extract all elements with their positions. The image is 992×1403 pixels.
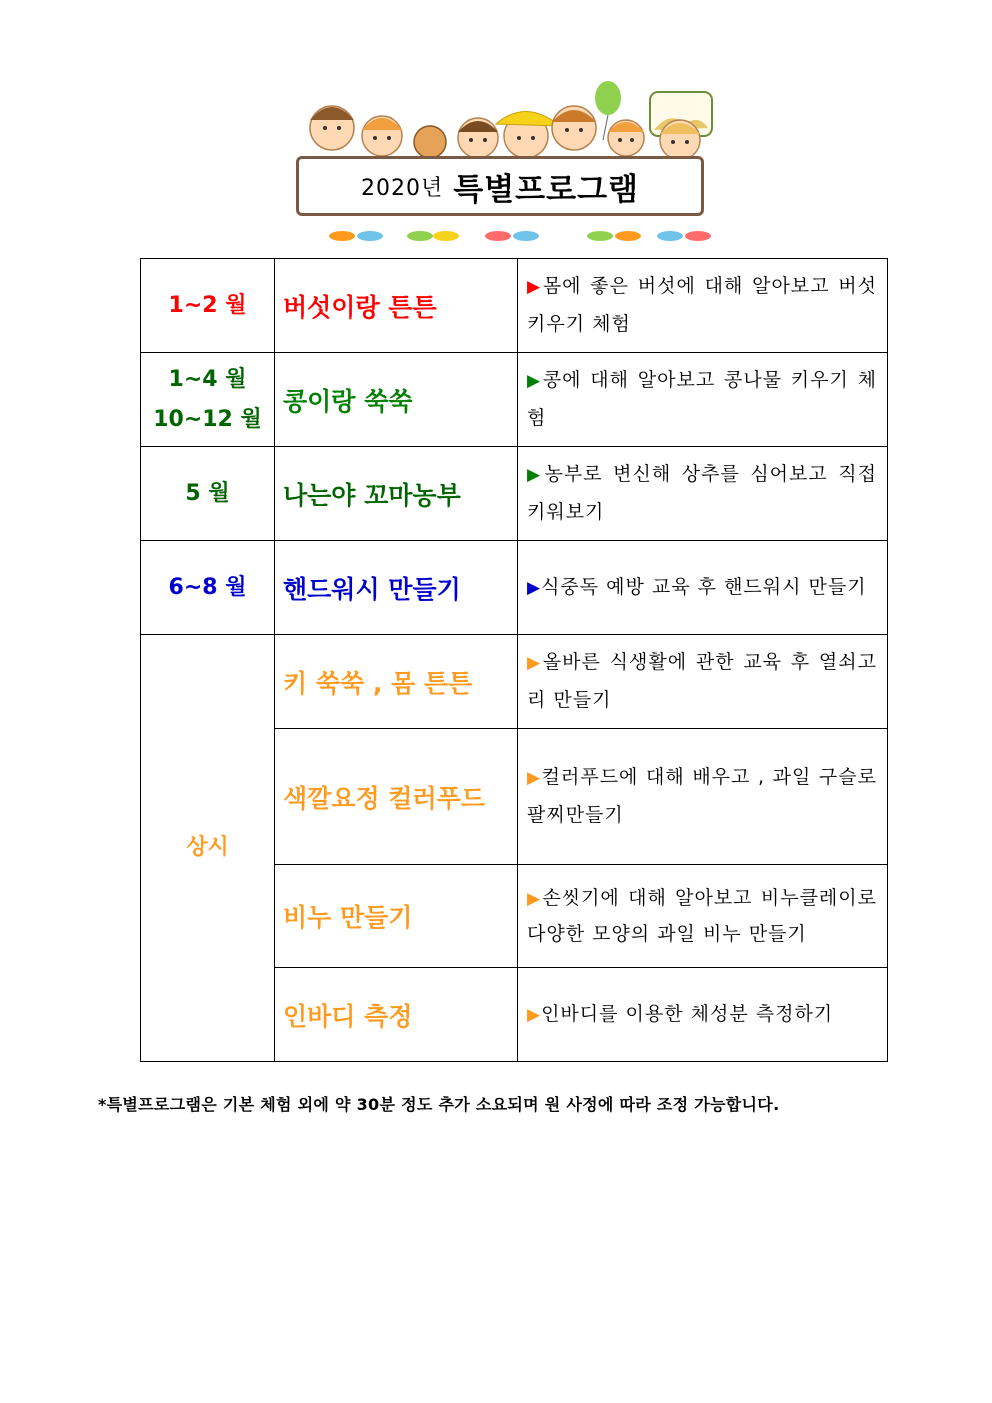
program-desc [518,635,888,729]
page-title: 특별프로그램 [453,171,639,208]
table-row [141,635,888,729]
program-desc [518,447,888,541]
program-desc [518,729,888,865]
program-name: 핸드워시 만들기 [275,541,518,635]
header-banner [270,80,722,242]
program-name: 색깔요정 컬러푸드 [275,729,518,865]
month-line: 1~4 월 [168,366,247,392]
program-desc [518,353,888,447]
title-sign [296,156,704,216]
program-desc-text: ▶인바디를 이용한 체성분 측정하기 [527,1002,834,1025]
table-row [141,259,888,353]
program-desc-text: ▶식중독 예방 교육 후 핸드워시 만들기 [527,575,867,598]
table-row [141,353,888,447]
program-name: 인바디 측정 [275,968,518,1062]
footnote: *특별프로그램은 기본 체험 외에 약 30분 정도 추가 소요되며 원 사정에 따라 조정 가능합니다. [98,1095,780,1114]
month-cell: 상시 [141,635,275,1062]
month-cell: 5 월 [141,447,275,541]
triangle-bullet-icon: ▶ [527,465,545,485]
triangle-bullet-icon: ▶ [527,768,542,788]
title-year: 2020년 [361,175,444,201]
program-name: 비누 만들기 [275,865,518,968]
month-cell: 1~2 월 [141,259,275,353]
program-desc-text: ▶몸에 좋은 버섯에 대해 알아보고 버섯 키우기 체험 [527,275,877,335]
triangle-bullet-icon: ▶ [527,277,543,297]
program-desc-text: ▶손씻기에 대해 알아보고 비누클레이로 다양한 모양의 과일 비누 만들기 [527,886,877,945]
program-desc-text: ▶컬러푸드에 대해 배우고 , 과일 구슬로 팔찌만들기 [527,766,877,826]
program-desc-text: ▶농부로 변신해 상추를 심어보고 직접 키워보기 [527,463,877,523]
program-desc-text: ▶올바른 식생활에 관한 교육 후 열쇠고리 만들기 [527,651,877,711]
table-row [141,447,888,541]
program-name: 버섯이랑 튼튼 [275,259,518,353]
month-line: 10~12 월 [153,406,262,432]
program-name: 나는야 꼬마농부 [275,447,518,541]
program-desc [518,968,888,1062]
program-desc [518,541,888,635]
triangle-bullet-icon: ▶ [527,371,543,391]
triangle-bullet-icon: ▶ [527,888,543,909]
program-table [140,258,888,1062]
program-name: 콩이랑 쑥쑥 [275,353,518,447]
triangle-bullet-icon: ▶ [527,1004,542,1025]
table-row [141,541,888,635]
program-desc-text: ▶콩에 대해 알아보고 콩나물 키우기 체험 [527,369,877,429]
program-desc [518,259,888,353]
program-name: 키 쑥쑥 , 몸 튼튼 [275,635,518,729]
month-cell: 6~8 월 [141,541,275,635]
triangle-bullet-icon: ▶ [527,577,542,598]
triangle-bullet-icon: ▶ [527,653,543,673]
month-cell [141,353,275,447]
program-desc [518,865,888,968]
